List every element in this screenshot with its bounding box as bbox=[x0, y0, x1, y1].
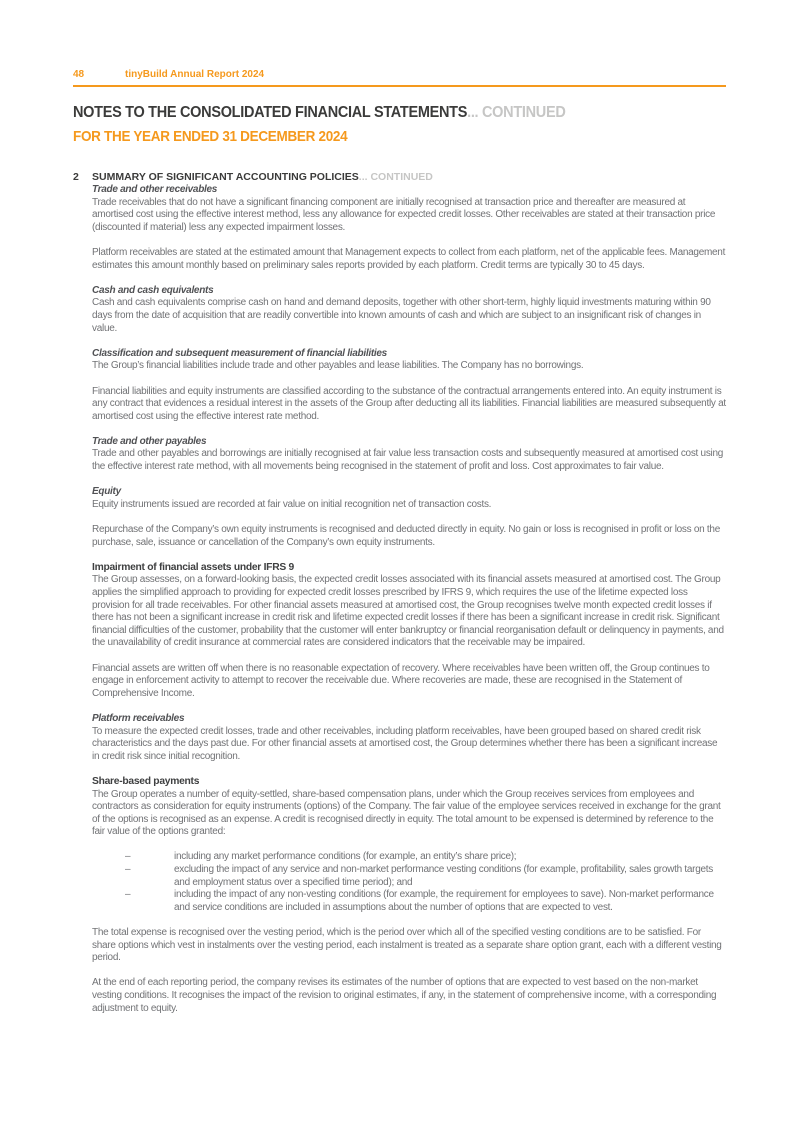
section-title bbox=[92, 171, 726, 183]
subheading: Impairment of financial assets under IFRS 9 bbox=[92, 561, 294, 573]
section-title-continued: ... CONTINUED bbox=[358, 171, 433, 183]
paragraph: Cash and cash equivalents comprise cash on hand and demand deposits, together with other short-term, highly liquid investments maturing within 90 days from the date of acquisition that are readily convertible into known amounts of cash and which are subject to an insignificant risk of changes in value. bbox=[92, 297, 711, 334]
subheading: Cash and cash equivalents bbox=[92, 284, 214, 296]
document-subtitle: FOR THE YEAR ENDED 31 DECEMBER 2024 bbox=[73, 128, 348, 145]
paragraph: At the end of each reporting period, the company revises its estimates of the number of options that are expected to vest based on the non-market vesting conditions. It recognises the impact of the revision to original estimates, if any, in the statement of comprehensive income, with a corresponding adjustment to equity. bbox=[92, 977, 717, 1014]
paragraph: Platform receivables are stated at the estimated amount that Management expects to collect from each platform, net of the applicable fees. Management estimates this amount monthly based on preliminary sales reports provided by each platform. Credit terms are typically 30 to 45 days. bbox=[92, 246, 726, 271]
dash-bullet-icon: – bbox=[125, 864, 131, 876]
bullet-item bbox=[92, 864, 726, 889]
bullet-item bbox=[92, 889, 726, 914]
section-number: 2 bbox=[73, 171, 79, 183]
subheading: Equity bbox=[92, 486, 121, 498]
subheading: Platform receivables bbox=[92, 712, 185, 724]
paragraph: Trade and other payables and borrowings are initially recognised at fair value less transaction costs and subsequently measured at amortised cost using the effective interest rate method, with all movements being recognised in the statement of profit and loss. Cost approximates to fair value. bbox=[92, 448, 724, 473]
policy-blocks bbox=[92, 184, 726, 1015]
paragraph: The total expense is recognised over the vesting period, which is the period over which all of the specified vesting conditions are to be satisfied. For share options which vest in instalments over the vesting period, each instalment is treated as a separate share option grant, each with a different vesting period. bbox=[92, 927, 722, 964]
bullet-item bbox=[92, 851, 726, 864]
document-title-main: NOTES TO THE CONSOLIDATED FINANCIAL STATEMENTS bbox=[73, 104, 468, 122]
subheading: Trade and other payables bbox=[92, 435, 207, 447]
paragraph: Financial assets are written off when there is no reasonable expectation of recovery. Where receivables have been written off, the Group continues to engage in enforcement activity to attempt to recover the receivable due. Where recoveries are made, these are recognised in the Statement of Comprehensive Income. bbox=[92, 662, 710, 699]
dash-bullet-icon: – bbox=[125, 851, 131, 863]
report-title: tinyBuild Annual Report 2024 bbox=[125, 69, 265, 80]
subheading: Trade and other receivables bbox=[92, 184, 218, 195]
section-2 bbox=[73, 171, 726, 1028]
document-title-continued: ... CONTINUED bbox=[467, 104, 566, 122]
paragraph: The Group assesses, on a forward-looking basis, the expected credit losses associated with its financial assets measured at amortised cost. The Group applies the simplified approach to providing for expected credit losses prescribed by IFRS 9, which requires the use of the lifetime expected loss provision for all trade receivables. For other financial assets measured at amortised cost, the Group recognises twelve month expected credit losses if there has not been a significant increase in credit risk and lifetime expected credit losses if there has been a significant increase in credit risk. Significant financial difficulties of the customer, probability that the customer will enter bankruptcy or financial reorganisation default or delinquency in payments, and the unavailability of credit insurance at commercial rates are considered indicators that the receivable may be impaired. bbox=[92, 574, 724, 649]
dash-bullet-icon: – bbox=[125, 889, 131, 901]
section-title-main: SUMMARY OF SIGNIFICANT ACCOUNTING POLICIES bbox=[92, 171, 359, 183]
page-number: 48 bbox=[73, 69, 85, 80]
bullet-text: excluding the impact of any service and non-market performance vesting conditions (for example, profitability, sales growth targets and employment status over a specified time period); and bbox=[174, 864, 713, 888]
section-content bbox=[92, 171, 726, 1028]
subheading: Classification and subsequent measurement of financial liabilities bbox=[92, 347, 387, 359]
paragraph: Repurchase of the Company’s own equity instruments is recognised and deducted directly in equity. No gain or loss is recognised in profit or loss on the purchase, sale, issuance or cancellation of the Company’s own equity instruments. bbox=[92, 524, 720, 548]
paragraph: Trade receivables that do not have a significant financing component are initially recognised at transaction price and thereafter are measured at amortised cost using the effective interest method, less any allowance for expected credit losses. Other receivables are stated at their transaction price (discounted if material) less any expected impairment losses. bbox=[92, 196, 716, 233]
page-header bbox=[73, 69, 726, 80]
bullet-text: including the impact of any non-vesting conditions (for example, the requirement for employees to save). Non-market performance and service conditions are included in assumptions about the number of options that are expected to vest. bbox=[174, 889, 714, 913]
subheading: Share-based payments bbox=[92, 775, 200, 787]
paragraph: To measure the expected credit losses, trade and other receivables, including platform receivables, have been grouped based on shared credit risk characteristics and the days past due. For other financial assets at amortised cost, the Group determines whether there has been a significant increase in credit risk since initial recognition. bbox=[92, 725, 718, 762]
paragraph: The Group operates a number of equity-settled, share-based compensation plans, under which the Group receives services from employees and contractors as consideration for equity instruments (options) of the Company. The fair value of the employee services received in exchange for the grant of the options is recognised as an expense. A credit is recognised directly in equity. The total amount to be expensed is determined by reference to the fair value of the options granted: bbox=[92, 788, 721, 838]
header-rule bbox=[73, 85, 726, 87]
paragraph: Financial liabilities and equity instruments are classified according to the substance of the contractual arrangements entered into. An equity instrument is any contract that evidences a residual interest in the assets of the Group after deducting all its liabilities. Financial liabilities are measured subsequently at amortised cost using the effective interest rate method. bbox=[92, 385, 726, 422]
bullet-text: including any market performance conditions (for example, an entity’s share price); bbox=[174, 851, 517, 863]
document-title bbox=[73, 104, 726, 121]
bullet-list bbox=[92, 851, 726, 914]
paragraph: The Group’s financial liabilities include trade and other payables and lease liabilities. The Company has no borrowings. bbox=[92, 360, 584, 372]
paragraph: Equity instruments issued are recorded at fair value on initial recognition net of transaction costs. bbox=[92, 498, 492, 510]
